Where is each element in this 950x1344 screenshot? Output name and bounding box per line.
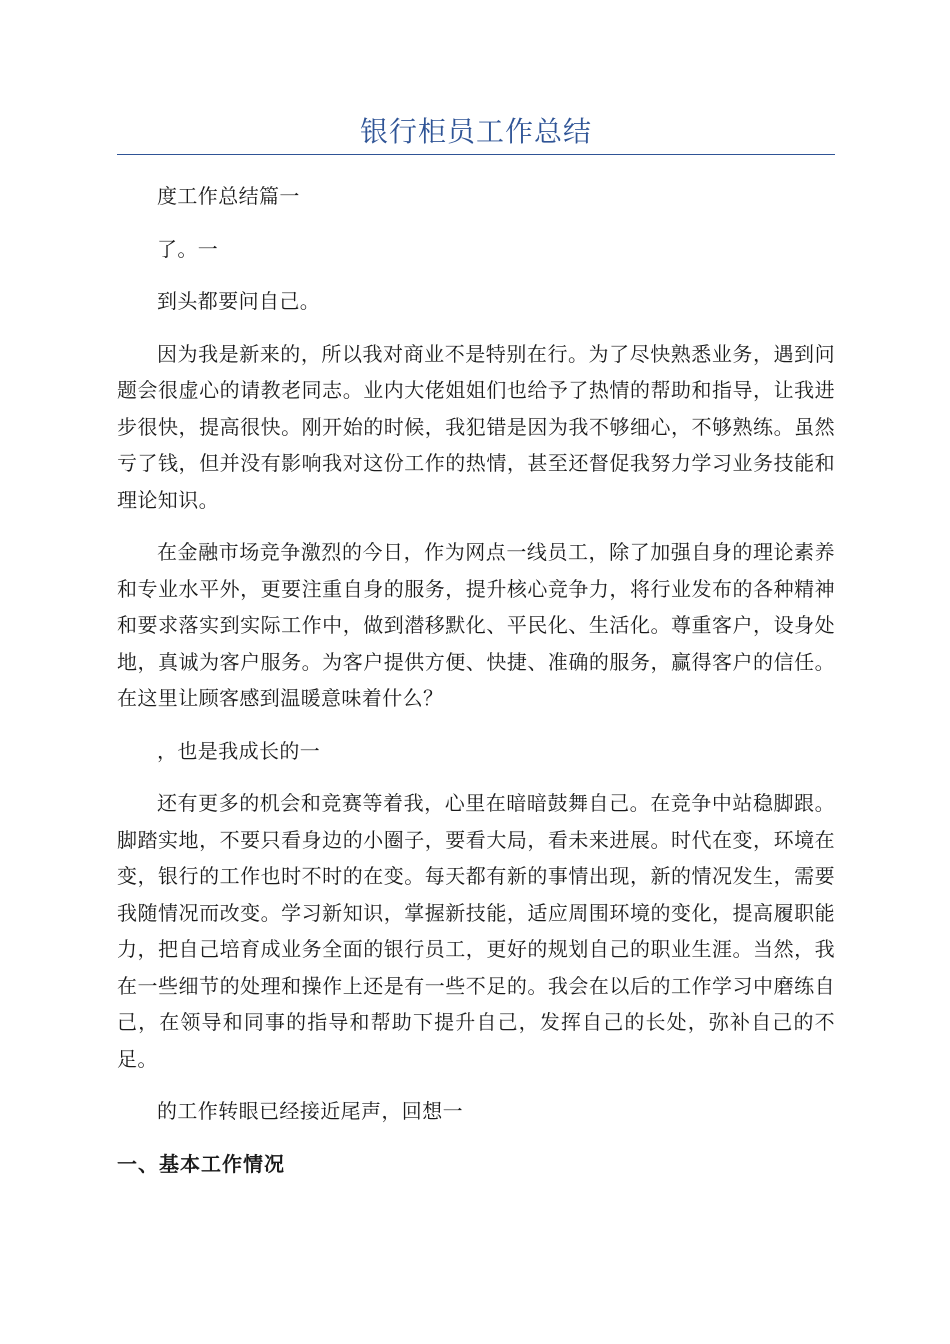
paragraph: 了。一 [157,236,219,261]
title-underline [117,154,835,155]
paragraph: 的工作转眼已经接近尾声，回想一 [157,1099,463,1123]
document-title: 银行柜员工作总结 [359,115,592,148]
paragraph: 到头都要问自己。 [157,289,321,313]
paragraph: 在金融市场竞争激烈的今日，作为网点一线员工，除了加强自身的理论素养和专业水平外，更要注重自身的服务，提升核心竞争力，将行业发布的各种精神和要求落实到实际工作中，做到潜移默化、平民化、生活化。尊重客户，设身处地，真诚为客户服务。为客户提供方便、快捷、准确的服务，赢得客户的信任。在这里让顾客感到温暖意味着什么？ [117,540,835,710]
section-heading: 一、基本工作情况 [117,1151,285,1176]
document-body [117,178,835,1182]
paragraph: ，也是我成长的一 [157,738,321,763]
paragraph: 度工作总结篇一 [157,184,300,208]
paragraph: 因为我是新来的，所以我对商业不是特别在行。为了尽快熟悉业务，遇到问题会很虚心的请教老同志。业内大佬姐姐们也给予了热情的帮助和指导，让我进步很快，提高很快。刚开始的时候，我犯错是因为我不够细心，不够熟练。虽然亏了钱，但并没有影响我对这份工作的热情，甚至还督促我努力学习业务技能和理论知识。 [117,341,835,512]
paragraph: 还有更多的机会和竞赛等着我，心里在暗暗鼓舞自己。在竞争中站稳脚跟。脚踏实地，不要只看身边的小圈子，要看大局，看未来进展。时代在变，环境在变，银行的工作也时不时的在变。每天都有新的事情出现，新的情况发生，需要我随情况而改变。学习新知识，掌握新技能，适应周围环境的变化，提高履职能力，把自己培育成业务全面的银行员工，更好的规划自己的职业生涯。当然，我在一些细节的处理和操作上还是有一些不足的。我会在以后的工作学习中磨练自己，在领导和同事的指导和帮助下提升自己，发挥自己的长处，弥补自己的不足。 [117,791,835,1071]
